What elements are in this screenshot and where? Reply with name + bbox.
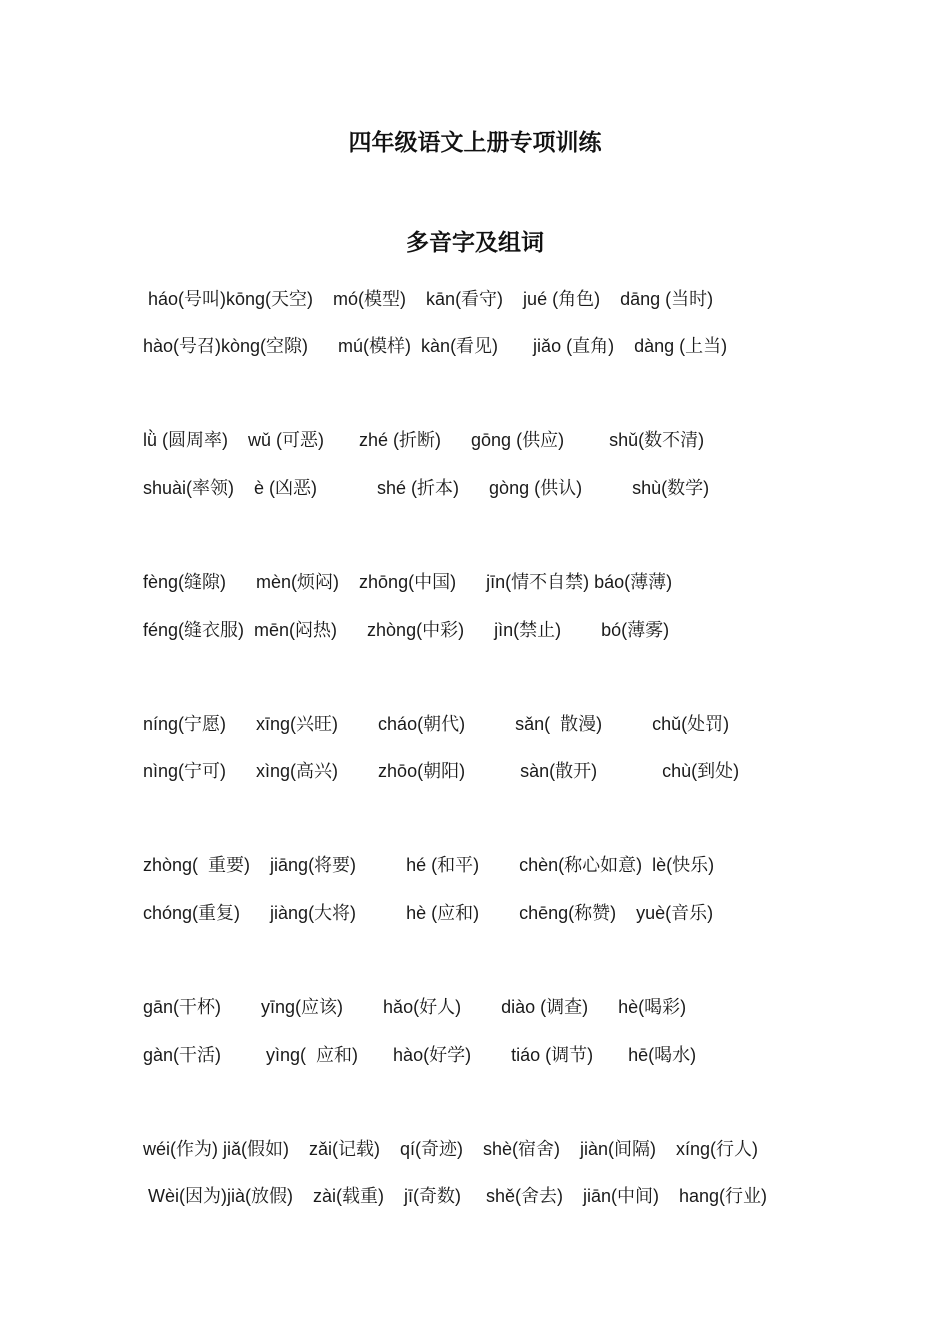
pinyin-line-7: níng(宁愿) xīng(兴旺) cháo(朝代) sǎn( 散漫) chǔ(处罚)	[143, 714, 730, 734]
pinyin-line-9: zhòng( 重要) jiāng(将要) hé (和平) chèn(称心如意) lè(快乐)	[143, 855, 715, 875]
pinyin-line-13: wéi(作为) jiǎ(假如) zǎi(记载) qí(奇迹) shè(宿舍) jiàn(间隔) xíng(行人)	[143, 1139, 759, 1159]
pinyin-line-8: nìng(宁可) xìng(高兴) zhōo(朝阳) sàn(散开) chù(到处)	[143, 761, 740, 781]
pinyin-line-11: gān(干杯) yīng(应该) hǎo(好人) diào (调查) hè(喝彩)	[143, 997, 687, 1017]
pinyin-line-6: féng(缝衣服) mēn(闷热) zhòng(中彩) jìn(禁止) bó(薄雾)	[143, 620, 670, 640]
pinyin-line-14: Wèi(因为)jià(放假) zài(载重) jī(奇数) shě(舍去) jiān(中间) hang(行业)	[143, 1186, 768, 1206]
pinyin-line-5: fèng(缝隙) mèn(烦闷) zhōng(中国) jīn(情不自禁) báo(薄薄)	[143, 572, 673, 592]
page-title: 四年级语文上册专项训练	[348, 130, 602, 156]
pinyin-line-1: háo(号叫)kōng(天空) mó(模型) kān(看守) jué (角色) dāng (当时)	[143, 289, 714, 309]
pinyin-line-4: shuài(率领) è (凶恶) shé (折本) gòng (供认) shù(数学)	[143, 478, 710, 498]
pinyin-line-12: gàn(干活) yìng( 应和) hào(好学) tiáo (调节) hē(喝水)	[143, 1045, 697, 1065]
pinyin-line-10: chóng(重复) jiàng(大将) hè (应和) chēng(称赞) yuè(音乐)	[143, 903, 714, 923]
pinyin-line-2: hào(号召)kòng(空隙) mú(模样) kàn(看见) jiǎo (直角) dàng (上当)	[143, 336, 728, 356]
pinyin-line-3: lǜ (圆周率) wǔ (可恶) zhé (折断) gōng (供应) shǔ(数不清)	[143, 430, 705, 450]
section-title: 多音字及组词	[406, 230, 544, 256]
